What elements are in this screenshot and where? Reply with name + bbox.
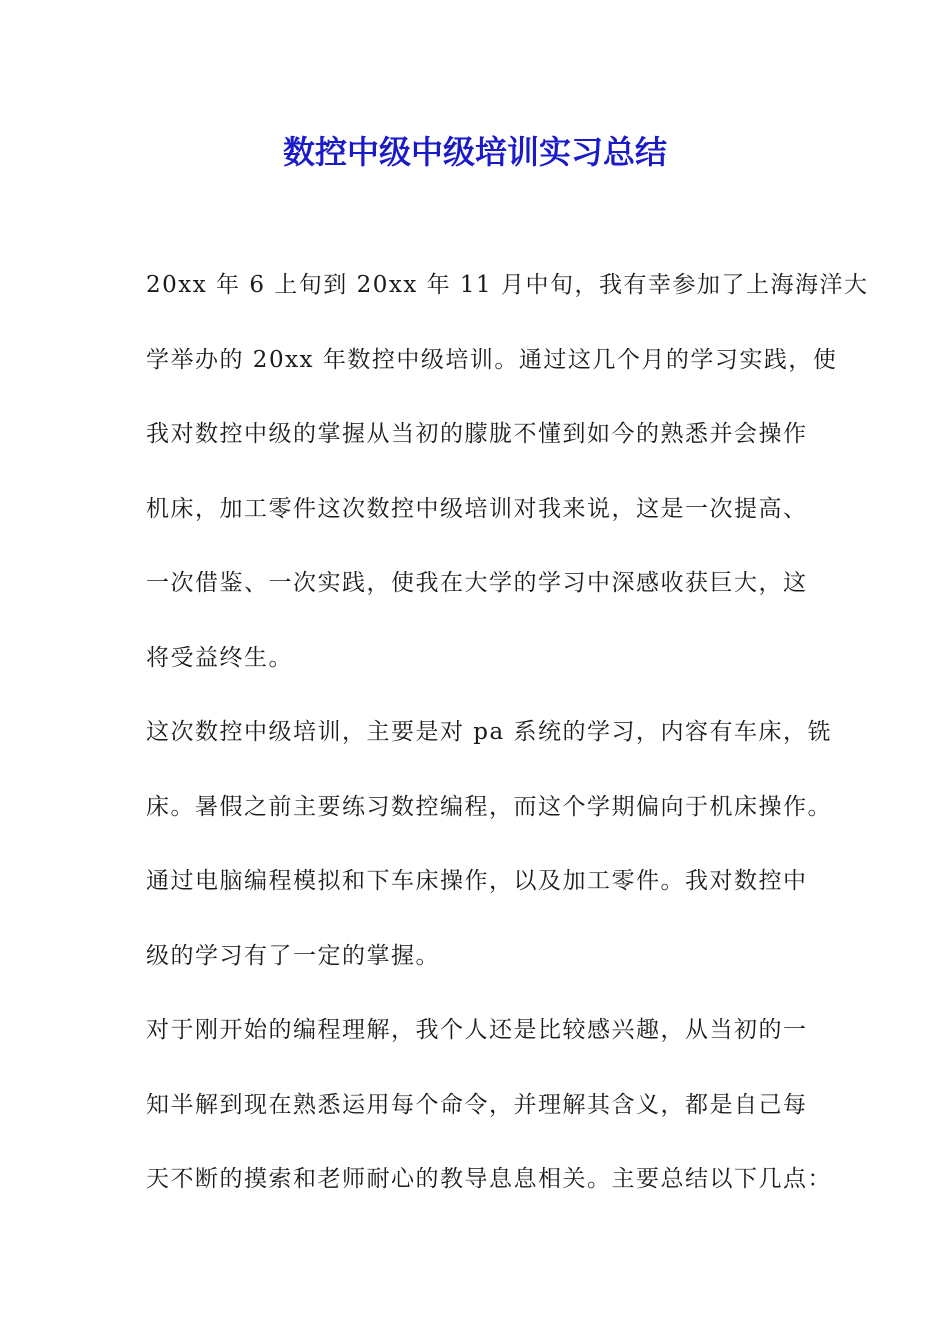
- paragraph-line: 20xx 年 6 上旬到 20xx 年 11 月中旬，我有幸参加了上海海洋大: [146, 272, 869, 298]
- paragraph-line: 床。暑假之前主要练习数控编程，而这个学期偏向于机床操作。: [146, 793, 832, 820]
- paragraph-line: 级的学习有了一定的掌握。: [146, 942, 440, 969]
- paragraph-line: 将受益终生。: [146, 644, 293, 671]
- paragraph-line: 学举办的 20xx 年数控中级培训。通过这几个月的学习实践，使: [146, 346, 838, 373]
- paragraph-line: 我对数控中级的掌握从当初的朦胧不懂到如今的熟悉并会操作: [146, 421, 808, 447]
- paragraph-line: 天不断的摸索和老师耐心的教导息息相关。主要总结以下几点：: [146, 1166, 832, 1192]
- paragraph-line: 机床，加工零件这次数控中级培训对我来说，这是一次提高、: [146, 495, 808, 522]
- paragraph-line: 一次借鉴、一次实践，使我在大学的学习中深感收获巨大，这: [146, 570, 808, 596]
- paragraph-line: 知半解到现在熟悉运用每个命令，并理解其含义，都是自己每: [146, 1091, 808, 1118]
- paragraph-line: 通过电脑编程模拟和下车床操作，以及加工零件。我对数控中: [146, 868, 808, 894]
- paragraph-line: 对于刚开始的编程理解，我个人还是比较感兴趣，从当初的一: [146, 1017, 808, 1043]
- paragraph-line: 这次数控中级培训，主要是对 pa 系统的学习，内容有车床，铣: [146, 719, 833, 745]
- document-body: [146, 262, 869, 1231]
- page-title: 数控中级中级培训实习总结: [282, 133, 667, 171]
